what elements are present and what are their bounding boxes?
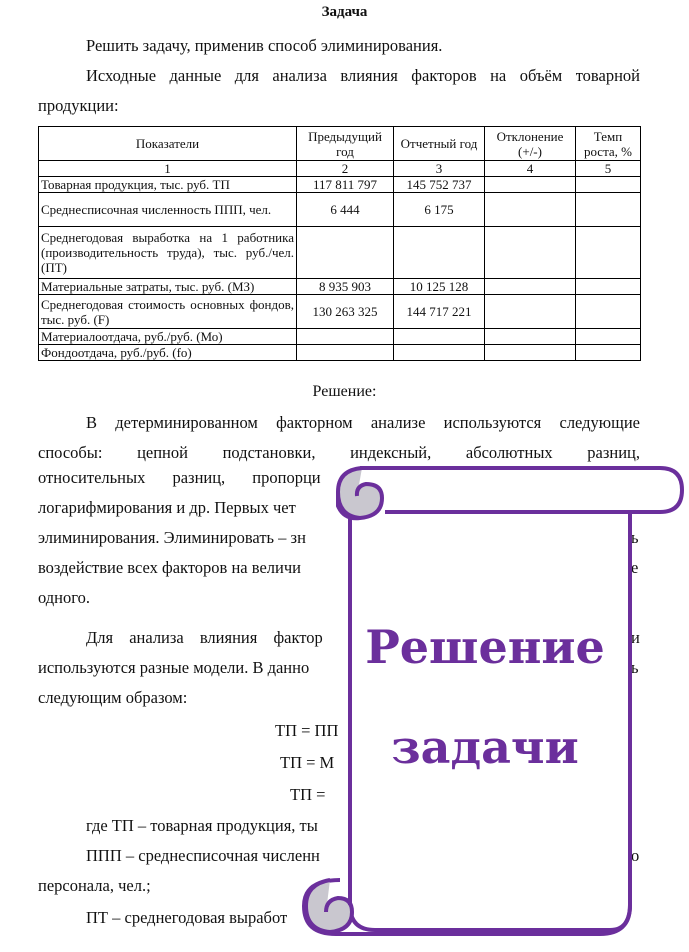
line-text: относительных разниц, пропорци — [38, 468, 321, 487]
column-number: 2 — [297, 161, 394, 177]
definition-line: ППП – среднесписочная численн — [86, 846, 320, 865]
definition-fragment: о — [631, 846, 640, 865]
definition-line: где ТП – товарная продукция, ты — [86, 816, 318, 835]
scroll-title-line2: задачи — [391, 720, 579, 774]
header-indicator: Показатели — [39, 127, 297, 161]
indicator-cell: Фондоотдача, руб./руб. (fo) — [39, 345, 297, 361]
solution-paragraph-fragment: е — [631, 558, 639, 577]
solution-paragraph-fragment: ь — [631, 528, 639, 547]
formula: ТП = М — [280, 753, 335, 772]
header-curr-year: Отчетный год — [394, 127, 485, 161]
task-statement: Решить задачу, применив способ элиминирования. — [86, 36, 443, 55]
indicator-cell: Среднегодовая выработка на 1 работника (производительность труда), тыс. руб./чел. (ПТ) — [39, 227, 297, 279]
curr-value-cell: 144 717 221 — [394, 295, 485, 329]
column-number: 1 — [39, 161, 297, 177]
header-growth-rate: Темп роста, % — [576, 127, 641, 161]
indicator-cell: Материальные затраты, тыс. руб. (МЗ) — [39, 279, 297, 295]
solution-paragraph-line: используются разные модели. В данно — [38, 658, 310, 677]
solution-paragraph-line: способы: цепной подстановки, индексный, абсолютных разниц, — [38, 443, 640, 462]
header-prev-year: Предыдущий год — [297, 127, 394, 161]
column-number: 3 — [394, 161, 485, 177]
solution-paragraph-line: воздействие всех факторов на величи — [38, 558, 301, 577]
indicator-cell: Товарная продукция, тыс. руб. ТП — [39, 177, 297, 193]
formula: ТП = — [290, 785, 326, 804]
curr-value-cell: 10 125 128 — [394, 279, 485, 295]
curr-value-cell: 6 175 — [394, 193, 485, 227]
formula: ТП = ПП — [275, 721, 339, 740]
solution-paragraph-fragment: и — [631, 628, 640, 647]
prev-value-cell: 6 444 — [297, 193, 394, 227]
solution-paragraph-line: логарифмирования и др. Первых чет — [38, 498, 296, 517]
solution-paragraph-line: одного. — [38, 588, 90, 607]
indicator-cell: Среднегодовая стоимость основных фондов, тыс. руб. (F) — [39, 295, 297, 329]
column-number: 5 — [576, 161, 641, 177]
column-number: 4 — [485, 161, 576, 177]
prev-value-cell: 8 935 903 — [297, 279, 394, 295]
scroll-title-line1: Решение — [365, 620, 605, 674]
curr-value-cell: 145 752 737 — [394, 177, 485, 193]
document-title: Задача — [321, 4, 368, 20]
solution-paragraph-line: следующим образом: — [38, 688, 188, 707]
definition-line: ПТ – среднегодовая выработ — [86, 908, 288, 927]
indicator-cell: Материалоотдача, руб./руб. (Мо) — [39, 329, 297, 345]
solution-paragraph-line: В детерминированном факторном анализе используются следующие — [86, 413, 640, 432]
solution-paragraph-line: Для анализа влияния фактор — [86, 628, 323, 647]
solution-paragraph-line: элиминирования. Элиминировать – зн — [38, 528, 306, 547]
prev-value-cell: 117 811 797 — [297, 177, 394, 193]
intro-paragraph: Исходные данные для анализа влияния факторов на объём товарной продукции: — [38, 66, 640, 115]
header-deviation: Отклонение (+/-) — [485, 127, 576, 161]
solution-paragraph-fragment: ь — [631, 658, 639, 677]
definition-line: персонала, чел.; — [38, 876, 151, 895]
prev-value-cell: 130 263 325 — [297, 295, 394, 329]
indicator-cell: Среднесписочная численность ППП, чел. — [39, 193, 297, 227]
solution-heading: Решение: — [312, 383, 377, 400]
